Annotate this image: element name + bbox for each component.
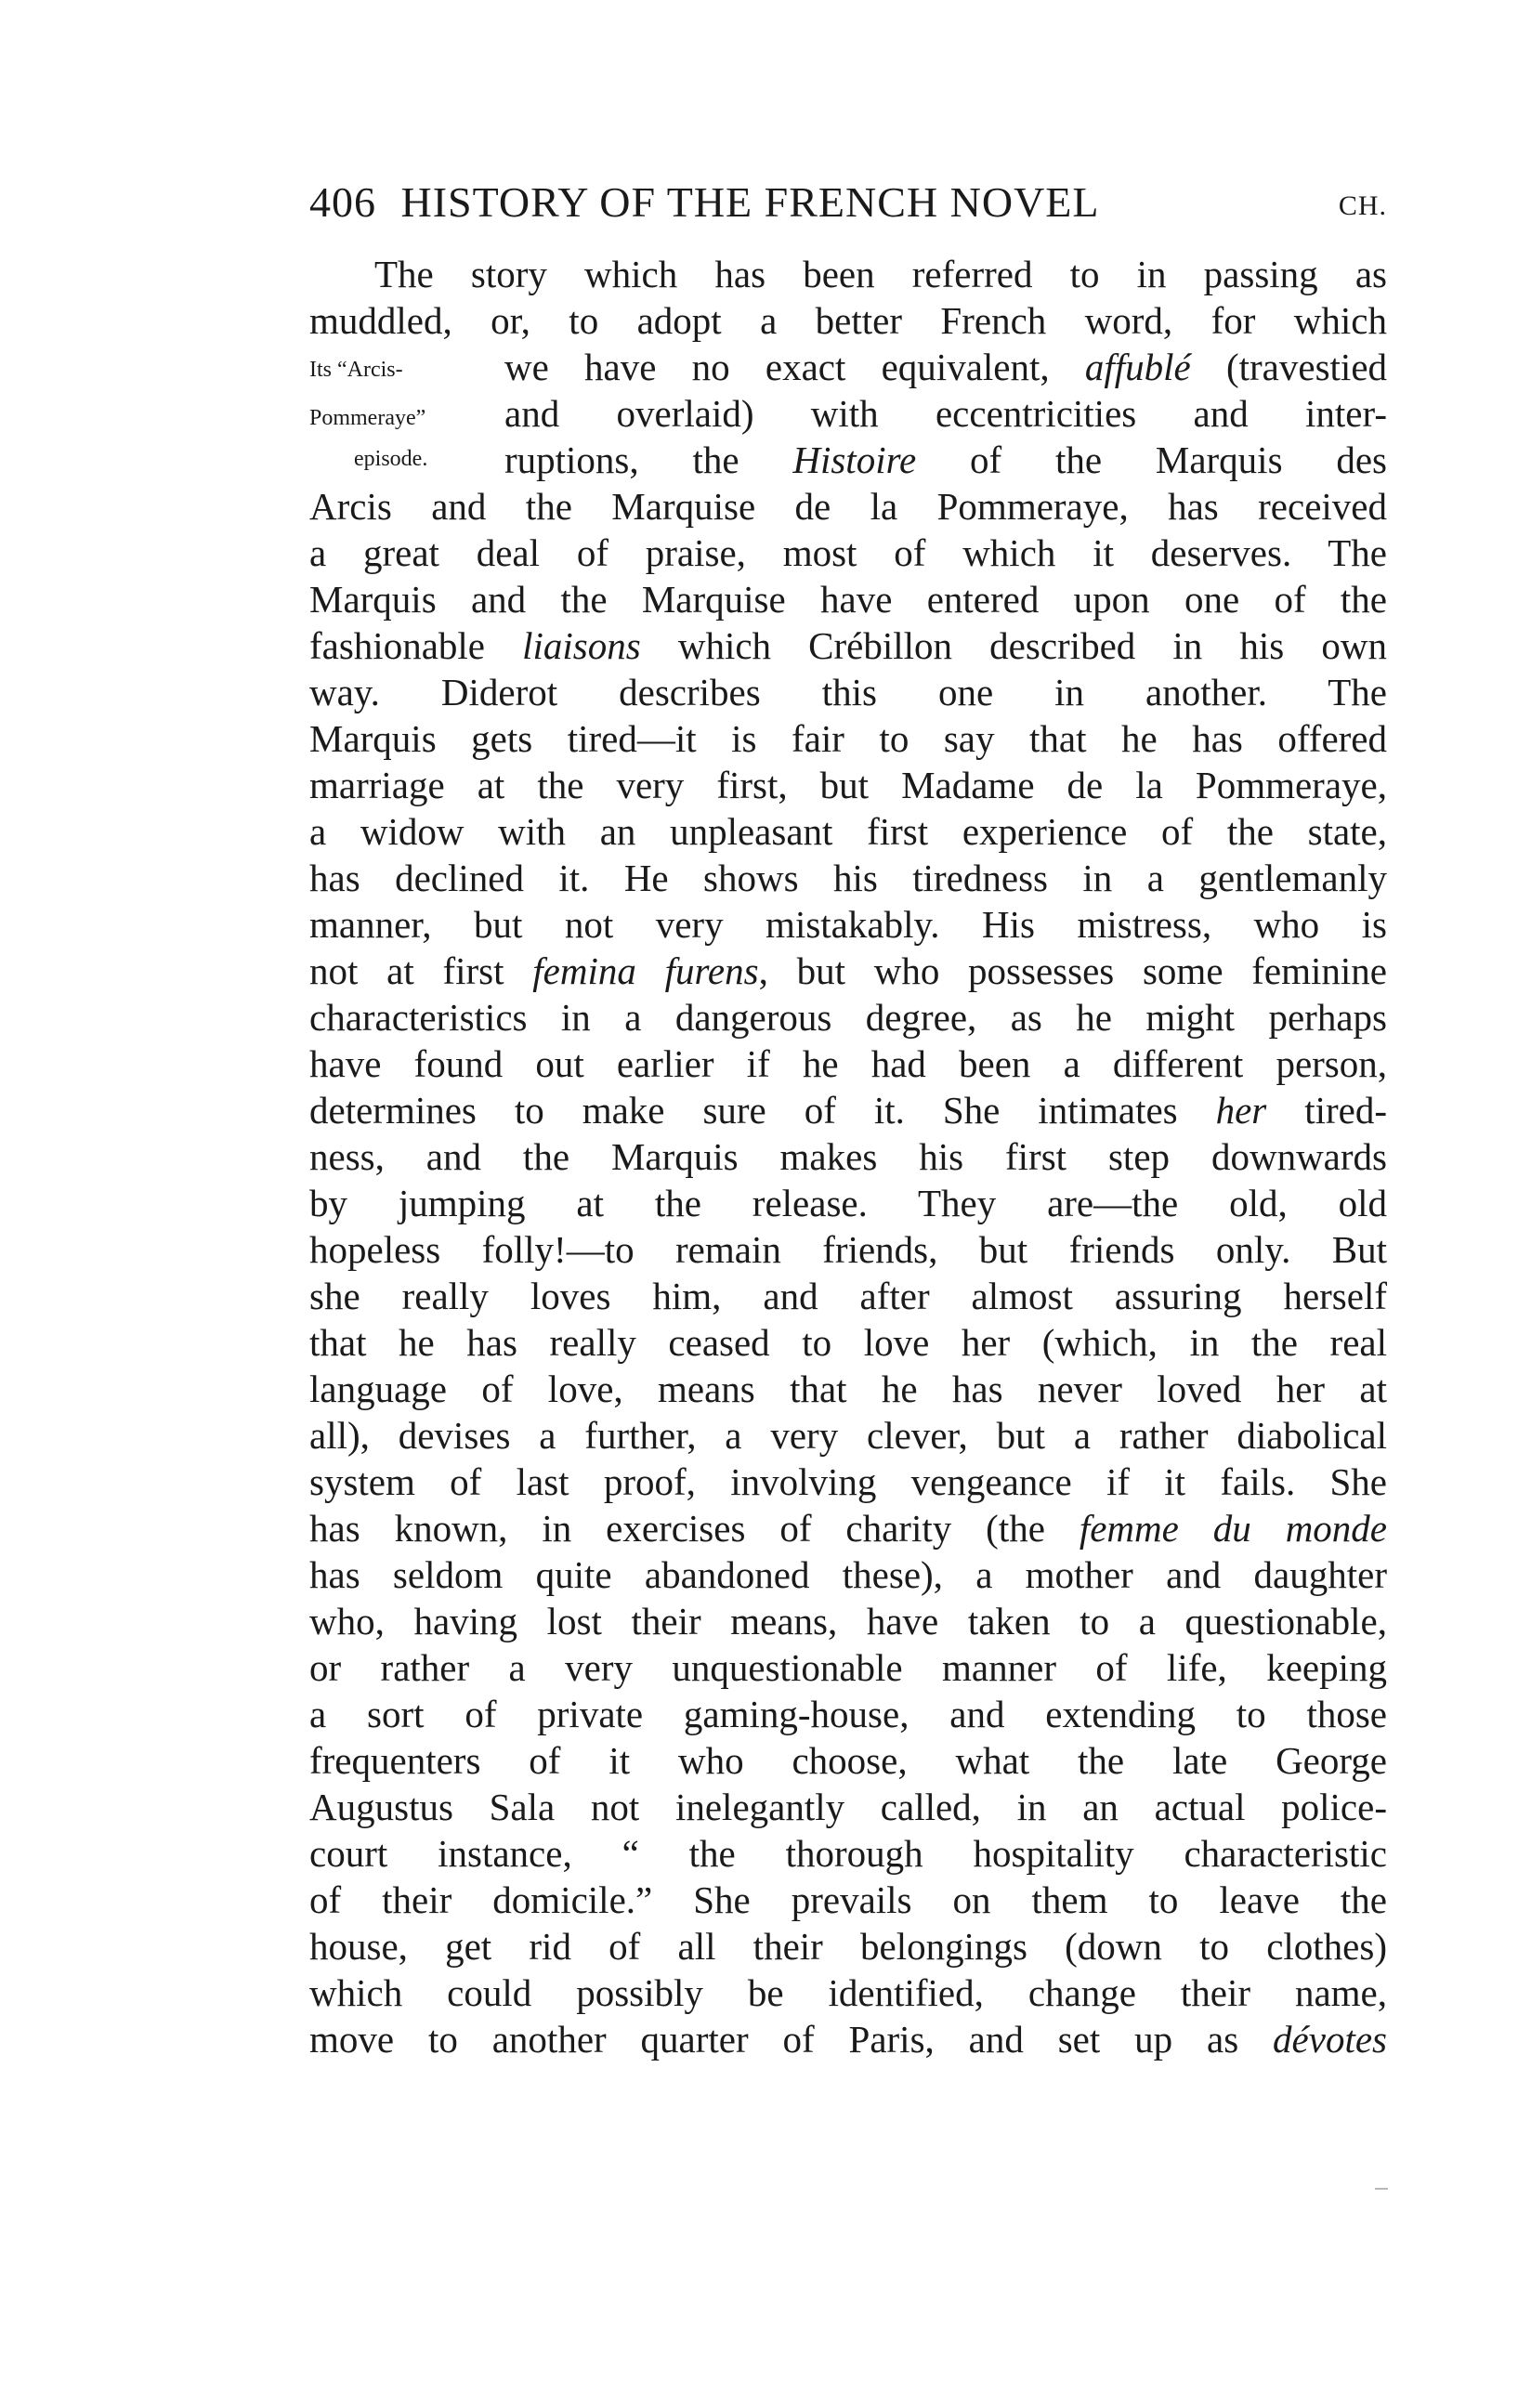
text-line: has known, in exercises of charity (the femme du monde [309, 1507, 1387, 1550]
text-line: that he has really ceased to love her (which, in the real [309, 1321, 1387, 1364]
italic-word: dévotes [1273, 2018, 1387, 2061]
text-line: move to another quarter of Paris, and set up as dévotes [309, 2018, 1387, 2061]
text-line: marriage at the very first, but Madame de la Pommeraye, [309, 764, 1387, 806]
text-line: which could possibly be identified, change their name, [309, 1971, 1387, 2014]
chapter-abbreviation: CH. [1338, 190, 1387, 221]
text-line: Marquis gets tired—it is fair to say that he has offered [309, 717, 1387, 760]
text-line: has seldom quite abandoned these), a mother and daughter [309, 1553, 1387, 1596]
marginal-note-line-2: Pommeraye” [309, 406, 426, 430]
text-line: of their domicile.” She prevails on them to leave the [309, 1878, 1387, 1921]
text-line: she really loves him, and after almost assuring herself [309, 1275, 1387, 1317]
italic-word: her [1215, 1089, 1267, 1132]
text-line: ness, and the Marquis makes his first step downwards [309, 1135, 1387, 1178]
text-line: Arcis and the Marquise de la Pommeraye, has received [309, 485, 1387, 528]
text-line: or rather a very unquestionable manner of life, keeping [309, 1646, 1387, 1689]
text-line: and overlaid) with eccentricities and inter- [504, 392, 1387, 435]
italic-word: affublé [1084, 346, 1191, 388]
scan-mark [1375, 2188, 1388, 2190]
text-line: Marquis and the Marquise have entered upon one of the [309, 578, 1387, 621]
text-line: who, having lost their means, have taken to a questionable, [309, 1600, 1387, 1642]
text-line: we have no exact equivalent, affublé (travestied [504, 346, 1388, 388]
italic-phrase: femme du monde [1079, 1507, 1387, 1550]
marginal-note-line-3: episode. [354, 447, 428, 471]
marginal-note-line-1: Its “Arcis- [309, 358, 403, 382]
text-line: The story which has been referred to in passing as [374, 253, 1387, 295]
text-line: house, get rid of all their belongings (down to clothes) [309, 1925, 1387, 1968]
text-line: has declined it. He shows his tiredness in a gentlemanly [309, 857, 1387, 899]
italic-word: Histoire [792, 438, 917, 481]
text-line: muddled, or, to adopt a better French word, for which [309, 299, 1387, 342]
text-line: manner, but not very mistakably. His mistress, who is [309, 903, 1387, 946]
text-line: a widow with an unpleasant first experience of the state, [309, 810, 1387, 853]
running-title: HISTORY OF THE FRENCH NOVEL [400, 178, 1100, 226]
text-line: characteristics in a dangerous degree, as he might perhaps [309, 996, 1387, 1039]
text-line: system of last proof, involving vengeance if it fails. She [309, 1460, 1387, 1503]
text-line: a great deal of praise, most of which it deserves. The [309, 531, 1387, 574]
text-line: ruptions, the Histoire of the Marquis des [504, 438, 1387, 481]
text-line: fashionable liaisons which Crébillon described in his own [309, 624, 1388, 667]
body-text [309, 251, 1387, 2062]
page-number: 406 [309, 178, 376, 226]
running-header [309, 175, 1387, 230]
italic-phrase: femina furens [532, 949, 759, 992]
text-line: hopeless folly!—to remain friends, but friends only. But [309, 1228, 1387, 1271]
text-line: a sort of private gaming-house, and extending to those [309, 1693, 1387, 1735]
text-line: frequenters of it who choose, what the late George [309, 1739, 1387, 1782]
text-line: by jumping at the release. They are—the old, old [309, 1182, 1387, 1224]
text-line: language of love, means that he has never loved her at [309, 1368, 1387, 1410]
text-line: determines to make sure of it. She intimates her tired- [309, 1089, 1387, 1132]
text-line: way. Diderot describes this one in another. The [309, 671, 1387, 713]
text-line: all), devises a further, a very clever, but a rather diabolical [309, 1414, 1387, 1457]
italic-word: liaisons [522, 624, 641, 667]
text-line: have found out earlier if he had been a different person, [309, 1042, 1387, 1085]
text-line: court instance, “ the thorough hospitality characteristic [309, 1832, 1387, 1875]
text-line: not at first femina furens, but who possesses some feminine [309, 949, 1387, 992]
text-line: Augustus Sala not inelegantly called, in an actual police- [309, 1786, 1387, 1828]
